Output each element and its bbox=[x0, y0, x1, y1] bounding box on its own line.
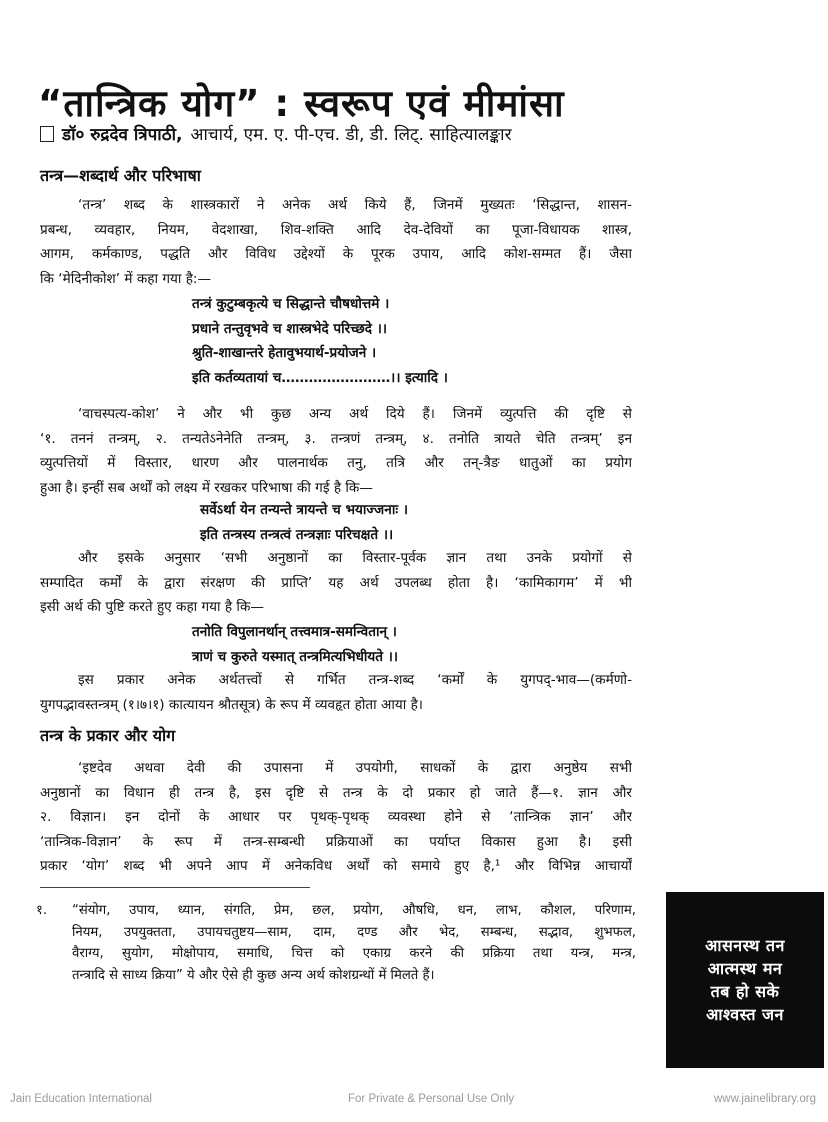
verse-line: सर्वेऽर्था येन तन्यन्ते त्रायन्ते च भयाज्जनाः । bbox=[200, 502, 408, 518]
quote-line: आत्मस्थ मन bbox=[707, 959, 783, 978]
text-line: २. विज्ञान। इन दोनों के आधार पर पृथक्-पृथक् व्यवस्था होने से ‘तान्त्रिक ज्ञान’ और bbox=[40, 809, 632, 825]
paragraph-vachaspatya bbox=[40, 402, 632, 500]
text-line: सम्पादित कर्मों के द्वारा संरक्षण की प्राप्ति’ यह अर्थ उपलब्ध होता है। ‘कामिकागम’ में भी bbox=[40, 574, 632, 591]
footnote-line: वैराग्य, सुयोग, मोक्षोपाय, समाधि, चित्त को एकाग्र करने की प्रक्रिया तथा यन्त्र, मन्त्र, bbox=[72, 946, 636, 961]
text-line: कि ‘मेदिनीकोश’ में कहा गया है:— bbox=[40, 270, 212, 287]
footer-website-link[interactable]: www.jainelibrary.org bbox=[713, 1093, 816, 1105]
author-name: डॉ० रुद्रदेव त्रिपाठी, bbox=[62, 125, 183, 145]
footer-publisher: Jain Education International bbox=[10, 1093, 152, 1105]
verse-line: इति तन्त्रस्य तन्त्रत्वं तन्त्रज्ञाः परिचक्षते ।। bbox=[200, 526, 394, 543]
author-byline bbox=[40, 122, 512, 145]
quote-box bbox=[666, 892, 824, 1068]
text-line: युगपद्भावस्तन्त्रम् (१।७।१) कात्यायन श्रौतसूत्र) के रूप में व्यवहृत होता आया है। bbox=[40, 696, 423, 713]
footnote-body bbox=[72, 900, 636, 986]
text-line: इसी अर्थ की पुष्टि करते हुए कहा गया है कि— bbox=[40, 599, 264, 615]
verse-medinikosha bbox=[192, 292, 448, 390]
verse-line: श्रुति-शाखान्तरे हेतावुभयार्थ-प्रयोजने । bbox=[192, 345, 377, 361]
verse-line: प्रधाने तन्तुवृभवे च शास्त्रभेदे परिच्छदे ।। bbox=[192, 320, 387, 337]
verse-kamikagam bbox=[192, 620, 398, 669]
paragraph-types-and-yoga bbox=[40, 756, 632, 879]
verse-definition bbox=[200, 498, 408, 547]
text-line: ‘तन्त्र’ शब्द के शास्त्रकारों ने अनेक अर्थ किये हैं, जिनमें मुख्यतः ‘सिद्धान्त, शासन- bbox=[78, 197, 632, 213]
paragraph-tantra-meanings bbox=[40, 193, 632, 291]
author-credentials: आचार्य, एम. ए. पी-एच. डी, डी. लिट्. साहित्यालङ्कार bbox=[190, 125, 512, 145]
paragraph-kamikagam bbox=[40, 546, 632, 620]
text-line: प्रकार ‘योग’ शब्द भी अपने आप में अनेकविध अर्थों को समाये हुए है,¹ और विभिन्न आचार्यों bbox=[40, 858, 632, 874]
quote-text bbox=[705, 934, 785, 1026]
quote-line: आसनस्थ तन bbox=[705, 936, 785, 955]
footnote-divider bbox=[40, 887, 310, 888]
text-line: ‘१. तननं तन्त्रम्, २. तन्यतेऽनेनेति तन्त्रम्, ३. तन्त्रणं तन्त्रम्, ४. तनोति त्रायते चेति तन्त्रम्’ इन bbox=[40, 430, 632, 447]
verse-line: तनोति विपुलानर्थान् तत्त्वमात्र-समन्वितान् । bbox=[192, 624, 397, 640]
text-line: ‘इष्टदेव अथवा देवी की उपासना में उपयोगी, साधकों के द्वारा अनुष्ठेय सभी bbox=[78, 760, 632, 776]
text-line: और इसके अनुसार ‘सभी अनुष्ठानों का विस्तार-पूर्वक ज्ञान तथा उनके प्रयोगों से bbox=[78, 550, 632, 566]
text-line: हुआ है। इन्हीं सब अर्थों को लक्ष्य में रखकर परिभाषा की गई है कि— bbox=[40, 479, 373, 496]
section-heading-types: तन्त्र के प्रकार और योग bbox=[40, 726, 176, 745]
footnote-line: नियम, उपयुक्तता, उपायचतुष्टय—साम, दाम, दण्ड और भेद, सम्बन्ध, सद्भाव, शुभफल, bbox=[72, 924, 636, 940]
verse-line: इति कर्तव्यतायां च……………………।। इत्यादि । bbox=[192, 369, 448, 386]
text-line: ‘तान्त्रिक-विज्ञान’ के रूप में तन्त्र-सम्बन्धी प्रक्रियाओं का पर्याप्त विकास हुआ है। इसी bbox=[40, 833, 632, 850]
text-line: आगम, कर्मकाण्ड, पद्धति और विविध उद्देश्यों के पूरक उपाय, आदि कोश-सम्मत हैं। जैसा bbox=[40, 246, 632, 262]
footer-usage-note: For Private & Personal Use Only bbox=[348, 1093, 515, 1105]
article-title: “तान्त्रिक योग” : स्वरूप एवं मीमांसा bbox=[38, 82, 565, 125]
text-line: प्रबन्ध, व्यवहार, नियम, वेदशाखा, शिव-शक्ति आदि देव-देवियों का पूजा-विधायक शास्त्र, bbox=[40, 221, 632, 238]
text-line: व्युत्पत्तियों में विस्तार, धारण और पालनार्थक तनु, तत्रि और तन्-त्रैङ धातुओं का प्रयोग bbox=[40, 455, 632, 471]
footnote-line: “संयोग, उपाय, ध्यान, संगति, प्रेम, छल, प्रयोग, औषधि, धन, लाभ, कौशल, परिणाम, bbox=[72, 903, 636, 918]
quote-line: तब हो सके bbox=[710, 982, 780, 1001]
checkbox-square-icon bbox=[40, 126, 54, 142]
text-line: अनुष्ठानों का विधान ही तन्त्र है, इस दृष्टि से तन्त्र के दो प्रकार हो जाते हैं—१. ज्ञान और bbox=[40, 784, 632, 801]
text-line: इस प्रकार अनेक अर्थतत्त्वों से गर्भित तन्त्र-शब्द ‘कर्मों के युगपद्-भाव—(कर्मणो- bbox=[78, 672, 632, 688]
verse-line: त्राणं च कुरुते यस्मात् तन्त्रमित्यभिधीयते ।। bbox=[192, 648, 399, 665]
footnote-number: १. bbox=[36, 903, 48, 918]
paragraph-conclusion bbox=[40, 668, 632, 717]
text-line: ‘वाचस्पत्य-कोश’ ने और भी कुछ अन्य अर्थ दिये हैं। जिनमें व्युत्पत्ति की दृष्टि से bbox=[78, 406, 632, 422]
section-heading-definition: तन्त्र—शब्दार्थ और परिभाषा bbox=[40, 166, 201, 185]
footnote-line: तन्त्रादि से साध्य क्रिया” ये और ऐसे ही कुछ अन्य अर्थ कोशग्रन्थों में मिलते हैं। bbox=[72, 967, 435, 983]
verse-line: तन्त्रं कुटुम्बकृत्ये च सिद्धान्ते चौषधोत्तमे । bbox=[192, 296, 390, 312]
quote-line: आश्वस्त जन bbox=[706, 1005, 784, 1024]
